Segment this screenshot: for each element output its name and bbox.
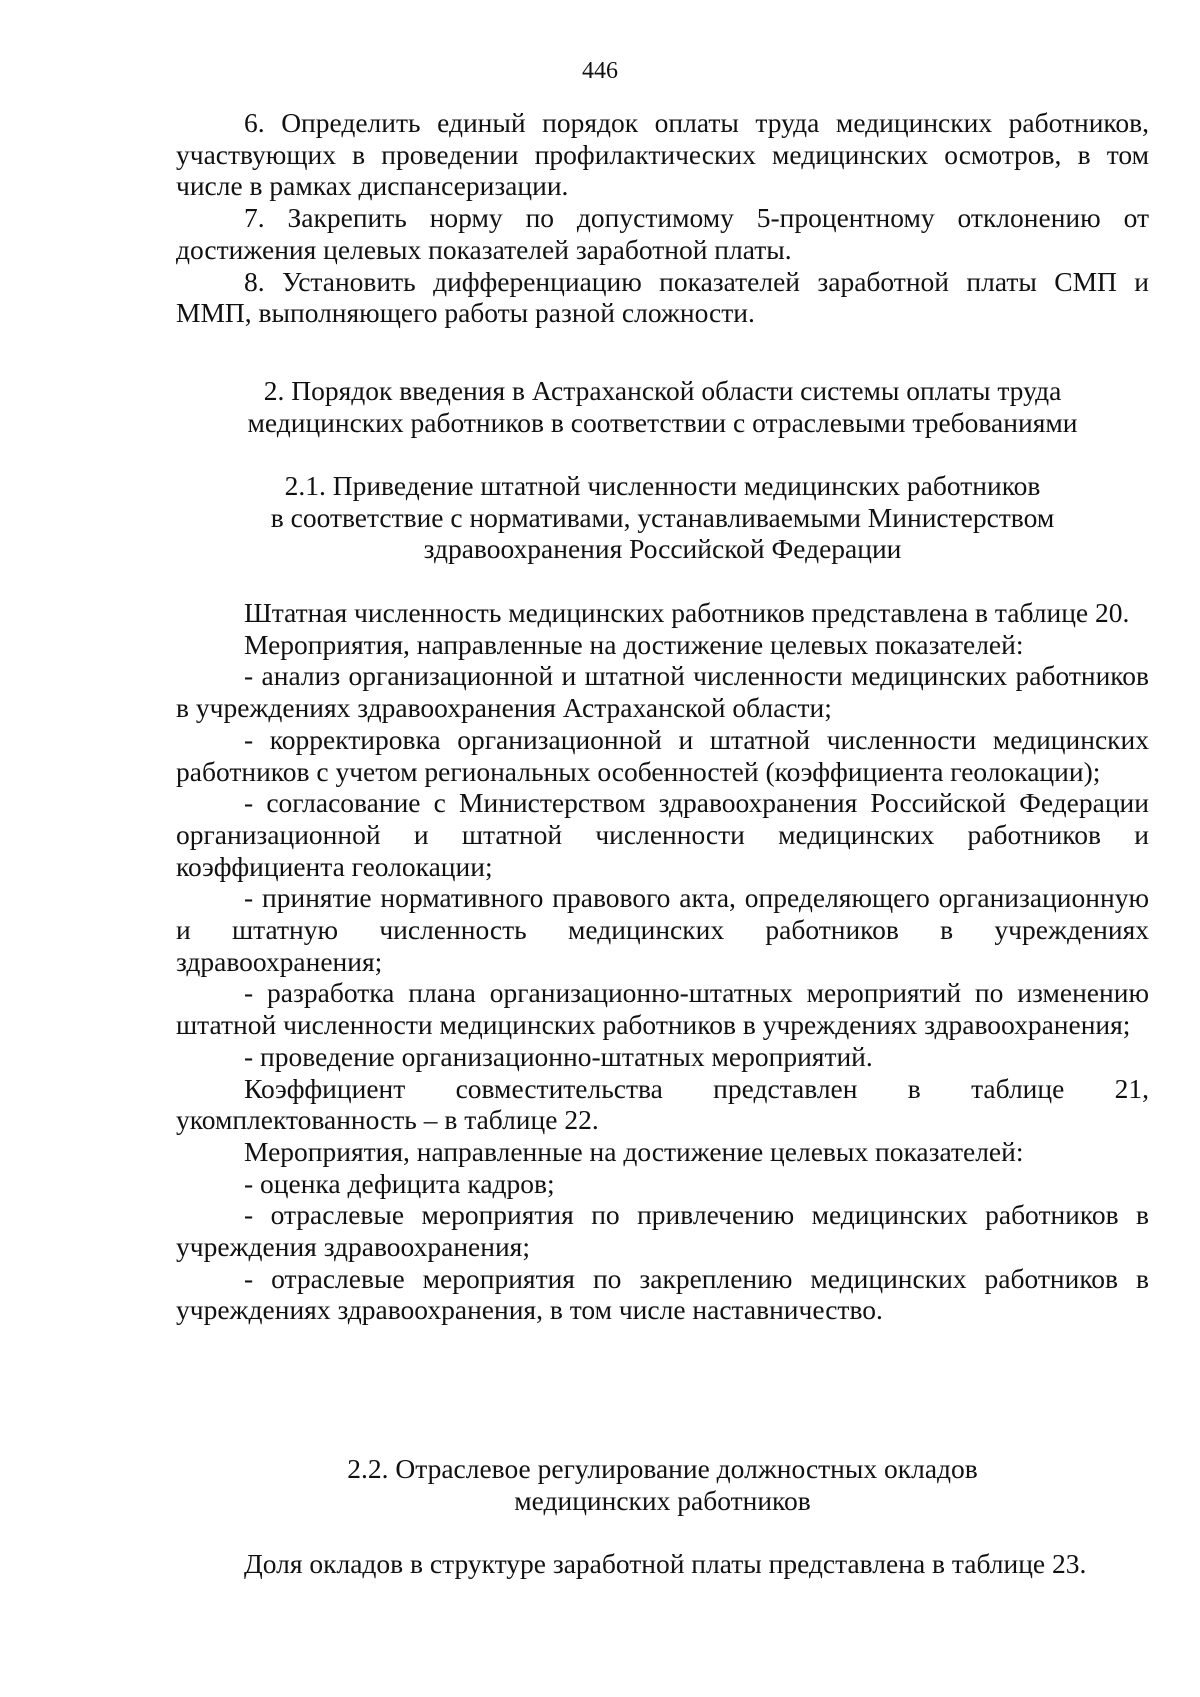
paragraph: Коэффициент совместительства представлен в таблице 21, укомплектованность – в таблице 22.: [176, 1072, 1149, 1136]
list-item: - отраслевые мероприятия по закреплению медицинских работников в учреждениях здравоохранения, в том числе наставничество.: [176, 1262, 1149, 1326]
list-item: - отраслевые мероприятия по привлечению медицинских работников в учреждения здравоохранения;: [176, 1199, 1149, 1263]
heading-line: 2.1. Приведение штатной численности медицинских работников: [284, 470, 1041, 501]
paragraph: 7. Закрепить норму по допустимому 5-процентному отклонению от достижения целевых показателей заработной платы.: [176, 202, 1149, 265]
list-item: - согласование с Министерством здравоохранения Российской Федерации организационной и штатной численности медицинских работников и коэффициента геолокации;: [176, 787, 1149, 882]
list-item: - разработка плана организационно-штатных мероприятий по изменению штатной численности медицинских работников в учреждениях здравоохранения;: [176, 977, 1149, 1041]
section-2-1-heading: [176, 470, 1149, 565]
list-item: - проведение организационно-штатных мероприятий.: [244, 1040, 873, 1072]
paragraph: Мероприятия, направленные на достижение целевых показателей:: [244, 628, 1024, 660]
section-2-2-body: [176, 1548, 1149, 1580]
paragraph: Штатная численность медицинских работников представлена в таблице 20.: [244, 597, 1130, 628]
section-2-2-heading: [176, 1453, 1149, 1516]
heading-line: в соответствие с нормативами, устанавливаемыми Министерством: [270, 501, 1055, 533]
list-item: - принятие нормативного правового акта, определяющего организационную и штатную численность медицинских работников в учреждениях здравоохранения;: [176, 882, 1149, 977]
heading-line: медицинских работников в соответствии с отраслевыми требованиями: [247, 406, 1078, 438]
heading-line: медицинских работников: [514, 1484, 811, 1516]
heading-line: 2. Порядок введения в Астраханской области системы оплаты труда: [263, 375, 1062, 406]
list-item: - анализ организационной и штатной численности медицинских работников в учреждениях здравоохранения Астраханской области;: [176, 660, 1149, 724]
heading-line: здравоохранения Российской Федерации: [423, 533, 902, 565]
measures-list: [176, 107, 1149, 329]
list-item: - корректировка организационной и штатной численности медицинских работников с учетом региональных особенностей (коэффициента геолокации);: [176, 723, 1149, 787]
paragraph: Доля окладов в структуре заработной платы представлена в таблице 23.: [244, 1548, 1087, 1579]
page-number: 446: [582, 58, 618, 84]
paragraph: 8. Установить дифференциацию показателей заработной платы СМП и ММП, выполняющего работы разной сложности.: [176, 265, 1149, 329]
section-2-heading: [176, 375, 1149, 438]
paragraph: 6. Определить единый порядок оплаты труда медицинских работников, участвующих в проведении профилактических медицинских осмотров, в том числе в рамках диспансеризации.: [176, 107, 1149, 202]
list-item: - оценка дефицита кадров;: [244, 1167, 555, 1199]
paragraph: Мероприятия, направленные на достижение целевых показателей:: [244, 1135, 1024, 1167]
section-2-1-body: [176, 597, 1149, 1326]
heading-line: 2.2. Отраслевое регулирование должностных окладов: [347, 1453, 978, 1484]
